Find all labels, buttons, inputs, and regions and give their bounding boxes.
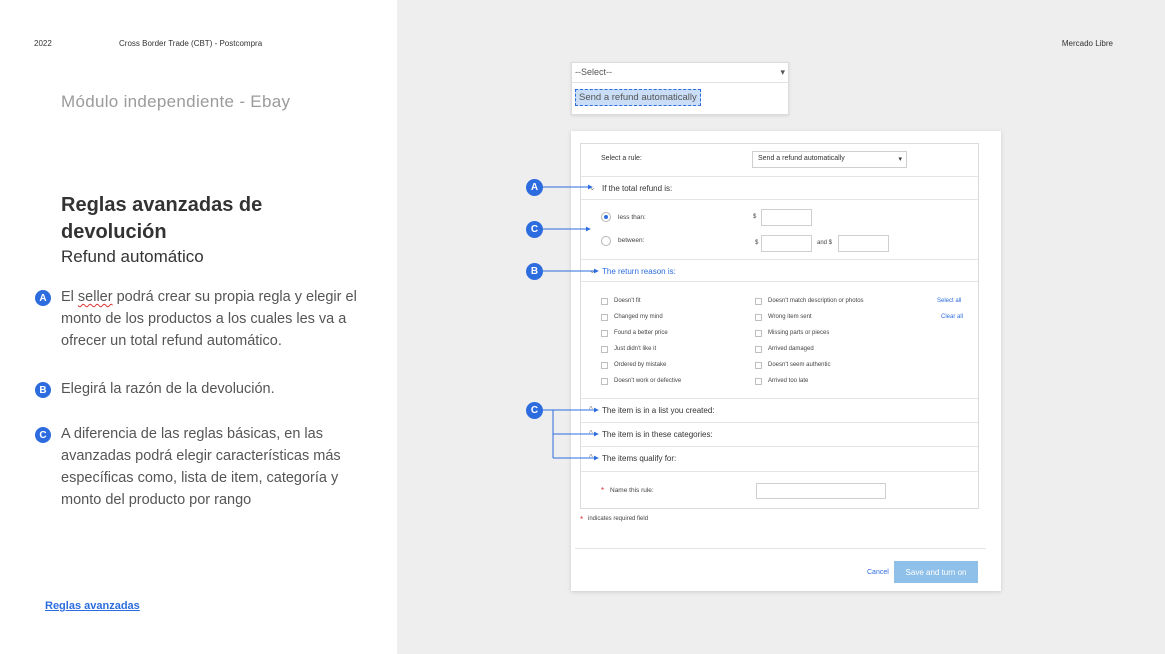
year-label: 2022 [34, 39, 52, 48]
name-rule-row [581, 472, 978, 509]
bullet-a-text: El seller podrá crear su propia regla y elegir el monto de los productos a los cuales les va a ofrecer un total refund automático. [61, 289, 357, 349]
return-reason-header: The return reason is: [602, 267, 676, 276]
marker-c: C [526, 402, 543, 419]
reason-checkbox[interactable] [755, 378, 762, 385]
bullet-c-text: A diferencia de las reglas básicas, en las avanzadas podrá elegir características más específicas como, lista de item, categoría y monto del producto por rango [61, 426, 341, 508]
reason-checkbox[interactable] [601, 330, 608, 337]
cancel-button[interactable]: Cancel [867, 569, 889, 576]
select-rule-label: Select a rule: [601, 155, 642, 162]
reason-label: Missing parts or pieces [768, 330, 830, 336]
select-all-link[interactable]: Select all [937, 298, 962, 304]
return-reasons-section [581, 282, 978, 399]
reason-checkbox[interactable] [601, 298, 608, 305]
clear-all-link[interactable]: Clear all [941, 314, 964, 320]
list-section-header[interactable] [581, 399, 978, 423]
qualify-section-header[interactable] [581, 447, 978, 472]
currency-label: $ [755, 240, 759, 246]
name-rule-input[interactable] [756, 483, 886, 499]
bullet-b-text: Elegirá la razón de la devolución. [61, 381, 275, 397]
rule-form-panel [571, 131, 1001, 591]
reason-checkbox[interactable] [601, 314, 608, 321]
bullet-c [35, 427, 380, 511]
between-label: between: [618, 237, 645, 244]
module-title: Módulo independiente - Ebay [61, 92, 291, 111]
total-refund-section-header[interactable] [581, 177, 978, 200]
less-than-label: less than: [618, 214, 646, 221]
badge-a: A [35, 290, 51, 306]
between-min-input[interactable] [761, 235, 812, 252]
brand-label: Mercado Libre [1061, 39, 1113, 48]
required-star: * [601, 486, 605, 495]
list-header: The item is in a list you created: [602, 406, 715, 415]
less-than-input[interactable] [761, 209, 812, 226]
reason-label: Doesn't fit [614, 298, 641, 304]
select-rule-dropdown[interactable] [752, 151, 907, 168]
chevron-down-icon: ▾ [780, 67, 785, 77]
page-subtitle: Refund automático [61, 247, 204, 266]
reason-label: Doesn't work or defective [614, 378, 682, 384]
chevron-down-icon: ▾ [898, 156, 902, 163]
chevron-up-icon: ^ [589, 453, 593, 462]
reason-label: Just didn't like it [614, 346, 657, 352]
badge-b: B [35, 382, 51, 398]
less-than-radio[interactable] [601, 212, 611, 222]
dropdown-placeholder: --Select-- [575, 67, 613, 77]
reason-label: Found a better price [614, 330, 668, 336]
save-and-turn-on-button[interactable]: Save and turn on [894, 561, 978, 583]
dropdown-header[interactable] [572, 63, 788, 83]
reason-checkbox[interactable] [601, 362, 608, 369]
reason-label: Wrong item sent [768, 314, 812, 320]
project-label: Cross Border Trade (CBT) - Postcompra [119, 39, 263, 48]
chevron-up-icon: ^ [589, 405, 593, 414]
chevron-up-icon: ^ [589, 429, 593, 438]
chevron-down-icon: ⌄ [589, 266, 596, 275]
reason-label: Ordered by mistake [614, 362, 667, 368]
dropdown-option-refund[interactable]: Send a refund automatically [575, 89, 701, 106]
categories-header: The item is in these categories: [602, 430, 713, 439]
select-rule-row [581, 144, 978, 177]
rule-form-inner [580, 143, 979, 509]
bullet-a [35, 290, 380, 352]
refund-amount-section [581, 200, 978, 260]
advanced-rules-link[interactable]: Reglas avanzadas [45, 600, 140, 612]
reason-label: Doesn't match description or photos [768, 298, 864, 304]
select-rule-value: Send a refund automatically [758, 155, 845, 162]
and-label: and $ [817, 240, 833, 246]
between-max-input[interactable] [838, 235, 889, 252]
reason-checkbox[interactable] [755, 330, 762, 337]
reason-label: Arrived too late [768, 378, 809, 384]
reason-checkbox[interactable] [601, 378, 608, 385]
reason-checkbox[interactable] [601, 346, 608, 353]
total-refund-header: If the total refund is: [602, 184, 673, 193]
marker-b: B [526, 263, 543, 280]
divider [575, 548, 986, 549]
between-radio[interactable] [601, 236, 611, 246]
currency-label: $ [753, 214, 757, 220]
categories-section-header[interactable] [581, 423, 978, 447]
bullet-b [35, 382, 380, 400]
marker-a: A [526, 179, 543, 196]
reason-checkbox[interactable] [755, 362, 762, 369]
page-title: Reglas avanzadas de devolución [61, 194, 263, 243]
name-rule-label: Name this rule: [610, 487, 654, 494]
marker-c: C [526, 221, 543, 238]
reason-checkbox[interactable] [755, 314, 762, 321]
reason-label: Arrived damaged [768, 346, 814, 352]
reason-label: Doesn't seem authentic [768, 362, 831, 368]
chevron-down-icon: ⌄ [589, 183, 596, 192]
return-reason-section-header[interactable] [581, 260, 978, 282]
reason-checkbox[interactable] [755, 346, 762, 353]
qualify-header: The items qualify for: [602, 454, 677, 463]
required-star: * [580, 515, 584, 524]
reason-label: Changed my mind [614, 314, 663, 320]
slide-text-pane [0, 0, 397, 654]
rule-dropdown-open[interactable] [571, 62, 789, 115]
required-note: indicates required field [588, 516, 649, 522]
badge-c: C [35, 427, 51, 443]
reason-checkbox[interactable] [755, 298, 762, 305]
